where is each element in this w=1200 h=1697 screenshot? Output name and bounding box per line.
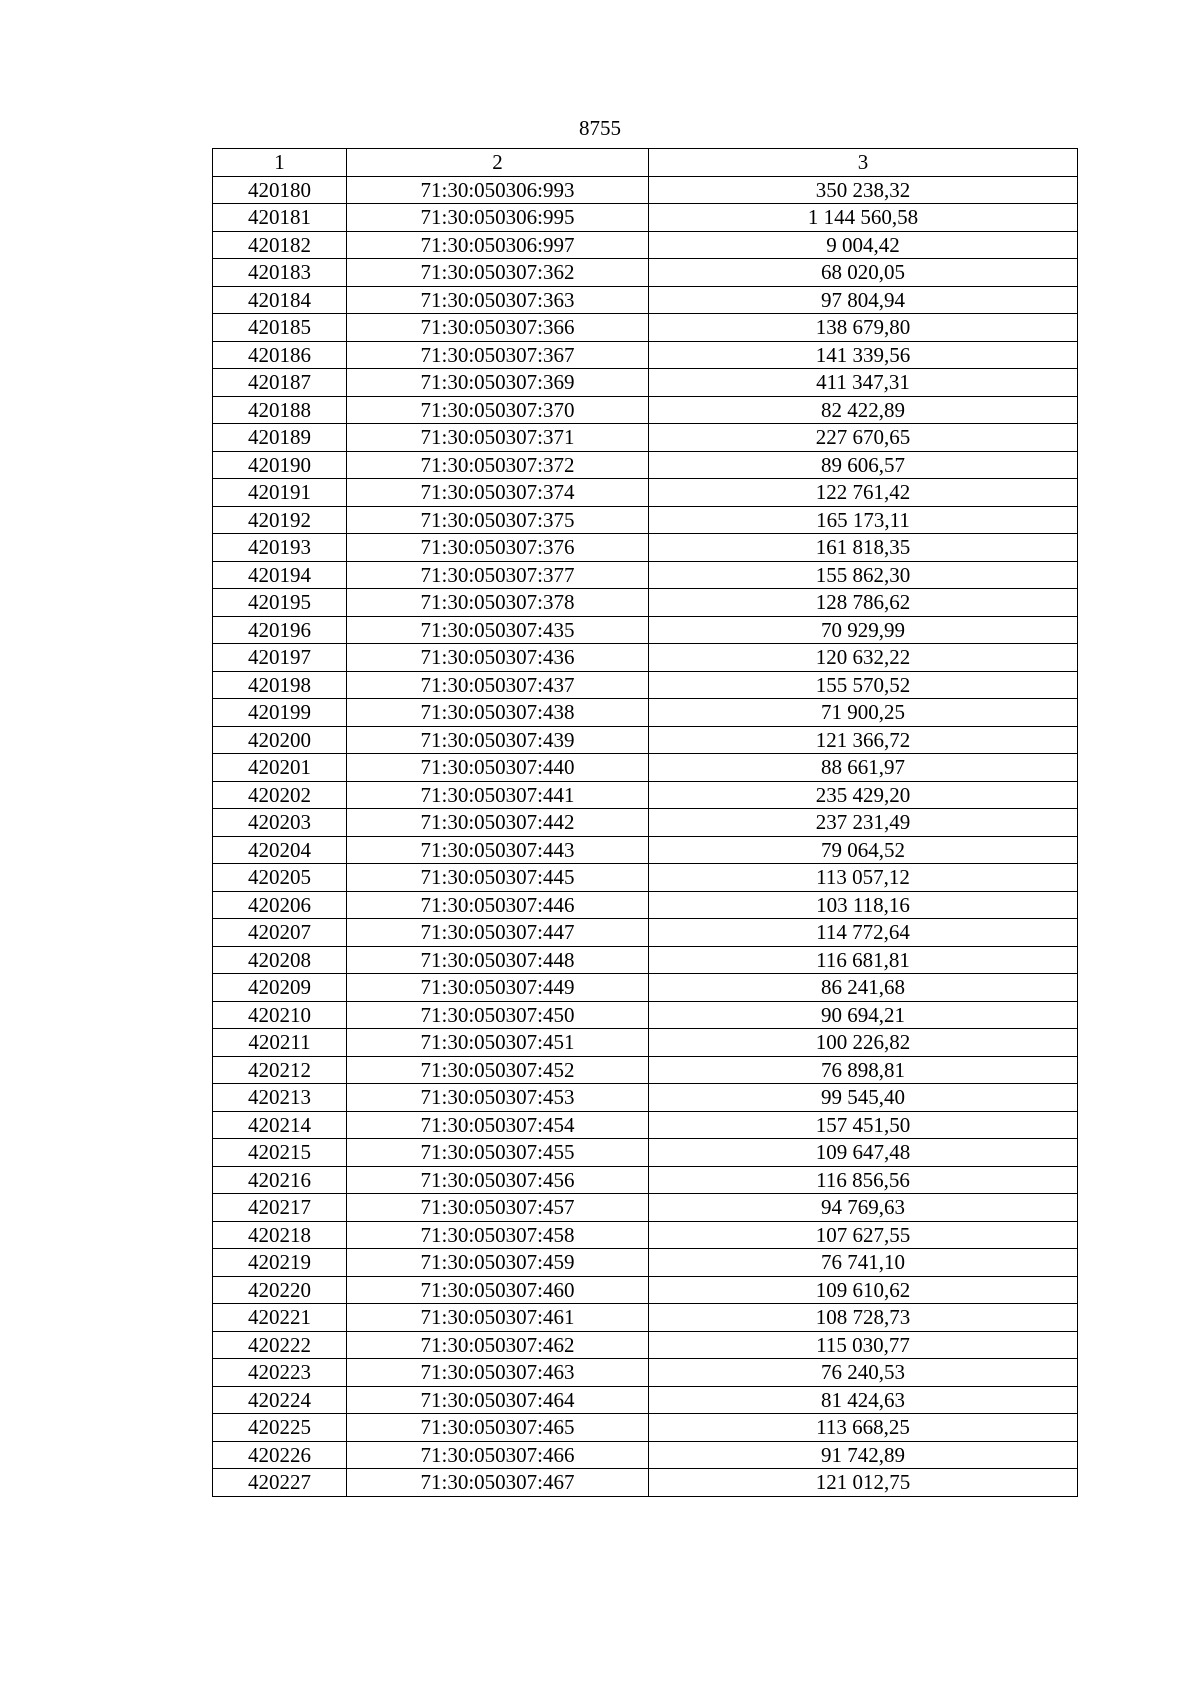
value-cell: 107 627,55 xyxy=(649,1221,1078,1249)
value-cell: 237 231,49 xyxy=(649,809,1078,837)
row-number-cell: 420219 xyxy=(213,1249,347,1277)
cadastral-number-cell: 71:30:050307:447 xyxy=(347,919,649,947)
cadastral-number-cell: 71:30:050307:362 xyxy=(347,259,649,287)
cadastral-number-cell: 71:30:050307:439 xyxy=(347,726,649,754)
row-number-cell: 420202 xyxy=(213,781,347,809)
row-number-cell: 420221 xyxy=(213,1304,347,1332)
row-number-cell: 420204 xyxy=(213,836,347,864)
value-cell: 91 742,89 xyxy=(649,1441,1078,1469)
row-number-cell: 420194 xyxy=(213,561,347,589)
table-row xyxy=(213,836,1078,864)
table-row xyxy=(213,1304,1078,1332)
cadastral-number-cell: 71:30:050307:371 xyxy=(347,424,649,452)
table-row xyxy=(213,176,1078,204)
value-cell: 9 004,42 xyxy=(649,231,1078,259)
cadastral-number-cell: 71:30:050307:450 xyxy=(347,1001,649,1029)
table-row xyxy=(213,864,1078,892)
value-cell: 114 772,64 xyxy=(649,919,1078,947)
value-cell: 109 647,48 xyxy=(649,1139,1078,1167)
table-row xyxy=(213,1001,1078,1029)
row-number-cell: 420189 xyxy=(213,424,347,452)
cadastral-number-cell: 71:30:050307:440 xyxy=(347,754,649,782)
value-cell: 138 679,80 xyxy=(649,314,1078,342)
value-cell: 103 118,16 xyxy=(649,891,1078,919)
cadastral-number-cell: 71:30:050307:374 xyxy=(347,479,649,507)
row-number-cell: 420186 xyxy=(213,341,347,369)
table-row xyxy=(213,424,1078,452)
row-number-cell: 420209 xyxy=(213,974,347,1002)
cadastral-number-cell: 71:30:050306:997 xyxy=(347,231,649,259)
cadastral-number-cell: 71:30:050307:463 xyxy=(347,1359,649,1387)
row-number-cell: 420213 xyxy=(213,1084,347,1112)
row-number-cell: 420223 xyxy=(213,1359,347,1387)
cadastral-number-cell: 71:30:050307:448 xyxy=(347,946,649,974)
table-row xyxy=(213,809,1078,837)
table-row xyxy=(213,259,1078,287)
row-number-cell: 420182 xyxy=(213,231,347,259)
cadastral-number-cell: 71:30:050306:995 xyxy=(347,204,649,232)
value-cell: 113 668,25 xyxy=(649,1414,1078,1442)
value-cell: 76 898,81 xyxy=(649,1056,1078,1084)
value-cell: 100 226,82 xyxy=(649,1029,1078,1057)
cadastral-number-cell: 71:30:050307:452 xyxy=(347,1056,649,1084)
header-col-3: 3 xyxy=(649,149,1078,177)
cadastral-number-cell: 71:30:050306:993 xyxy=(347,176,649,204)
table-row xyxy=(213,1414,1078,1442)
cadastral-number-cell: 71:30:050307:370 xyxy=(347,396,649,424)
table-row xyxy=(213,1276,1078,1304)
row-number-cell: 420203 xyxy=(213,809,347,837)
cadastral-number-cell: 71:30:050307:465 xyxy=(347,1414,649,1442)
table-row xyxy=(213,286,1078,314)
row-number-cell: 420198 xyxy=(213,671,347,699)
value-cell: 350 238,32 xyxy=(649,176,1078,204)
value-cell: 121 012,75 xyxy=(649,1469,1078,1497)
cadastral-number-cell: 71:30:050307:461 xyxy=(347,1304,649,1332)
row-number-cell: 420191 xyxy=(213,479,347,507)
row-number-cell: 420215 xyxy=(213,1139,347,1167)
cadastral-number-cell: 71:30:050307:442 xyxy=(347,809,649,837)
cadastral-number-cell: 71:30:050307:363 xyxy=(347,286,649,314)
row-number-cell: 420183 xyxy=(213,259,347,287)
value-cell: 161 818,35 xyxy=(649,534,1078,562)
value-cell: 121 366,72 xyxy=(649,726,1078,754)
table-header xyxy=(213,149,1078,177)
table-row xyxy=(213,644,1078,672)
row-number-cell: 420205 xyxy=(213,864,347,892)
value-cell: 116 681,81 xyxy=(649,946,1078,974)
table-row xyxy=(213,369,1078,397)
cadastral-number-cell: 71:30:050307:435 xyxy=(347,616,649,644)
cadastral-number-cell: 71:30:050307:451 xyxy=(347,1029,649,1057)
row-number-cell: 420200 xyxy=(213,726,347,754)
table-row xyxy=(213,1469,1078,1497)
cadastral-number-cell: 71:30:050307:466 xyxy=(347,1441,649,1469)
table-row xyxy=(213,561,1078,589)
cadastral-number-cell: 71:30:050307:457 xyxy=(347,1194,649,1222)
table-row xyxy=(213,1386,1078,1414)
table-row xyxy=(213,1249,1078,1277)
value-cell: 94 769,63 xyxy=(649,1194,1078,1222)
value-cell: 122 761,42 xyxy=(649,479,1078,507)
value-cell: 155 570,52 xyxy=(649,671,1078,699)
value-cell: 155 862,30 xyxy=(649,561,1078,589)
table-row xyxy=(213,919,1078,947)
row-number-cell: 420214 xyxy=(213,1111,347,1139)
cadastral-number-cell: 71:30:050307:464 xyxy=(347,1386,649,1414)
cadastral-number-cell: 71:30:050307:441 xyxy=(347,781,649,809)
row-number-cell: 420181 xyxy=(213,204,347,232)
value-cell: 99 545,40 xyxy=(649,1084,1078,1112)
value-cell: 120 632,22 xyxy=(649,644,1078,672)
value-cell: 81 424,63 xyxy=(649,1386,1078,1414)
row-number-cell: 420226 xyxy=(213,1441,347,1469)
value-cell: 411 347,31 xyxy=(649,369,1078,397)
table-row xyxy=(213,1111,1078,1139)
row-number-cell: 420206 xyxy=(213,891,347,919)
table-row xyxy=(213,231,1078,259)
cadastral-number-cell: 71:30:050307:458 xyxy=(347,1221,649,1249)
row-number-cell: 420190 xyxy=(213,451,347,479)
row-number-cell: 420227 xyxy=(213,1469,347,1497)
cadastral-number-cell: 71:30:050307:369 xyxy=(347,369,649,397)
table-row xyxy=(213,891,1078,919)
value-cell: 108 728,73 xyxy=(649,1304,1078,1332)
row-number-cell: 420192 xyxy=(213,506,347,534)
row-number-cell: 420187 xyxy=(213,369,347,397)
table-row xyxy=(213,754,1078,782)
cadastral-number-cell: 71:30:050307:460 xyxy=(347,1276,649,1304)
table-row xyxy=(213,1194,1078,1222)
row-number-cell: 420225 xyxy=(213,1414,347,1442)
table-row xyxy=(213,396,1078,424)
value-cell: 90 694,21 xyxy=(649,1001,1078,1029)
row-number-cell: 420188 xyxy=(213,396,347,424)
cadastral-number-cell: 71:30:050307:438 xyxy=(347,699,649,727)
table-row xyxy=(213,1029,1078,1057)
cadastral-number-cell: 71:30:050307:455 xyxy=(347,1139,649,1167)
table-row xyxy=(213,1441,1078,1469)
cadastral-number-cell: 71:30:050307:436 xyxy=(347,644,649,672)
cadastral-number-cell: 71:30:050307:372 xyxy=(347,451,649,479)
row-number-cell: 420195 xyxy=(213,589,347,617)
row-number-cell: 420199 xyxy=(213,699,347,727)
table-row xyxy=(213,1221,1078,1249)
cadastral-number-cell: 71:30:050307:467 xyxy=(347,1469,649,1497)
value-cell: 227 670,65 xyxy=(649,424,1078,452)
cadastral-number-cell: 71:30:050307:459 xyxy=(347,1249,649,1277)
table-row xyxy=(213,341,1078,369)
table-row xyxy=(213,671,1078,699)
value-cell: 70 929,99 xyxy=(649,616,1078,644)
value-cell: 88 661,97 xyxy=(649,754,1078,782)
value-cell: 76 741,10 xyxy=(649,1249,1078,1277)
row-number-cell: 420184 xyxy=(213,286,347,314)
value-cell: 86 241,68 xyxy=(649,974,1078,1002)
value-cell: 97 804,94 xyxy=(649,286,1078,314)
table-row xyxy=(213,1166,1078,1194)
value-cell: 128 786,62 xyxy=(649,589,1078,617)
value-cell: 235 429,20 xyxy=(649,781,1078,809)
row-number-cell: 420193 xyxy=(213,534,347,562)
row-number-cell: 420196 xyxy=(213,616,347,644)
cadastral-number-cell: 71:30:050307:462 xyxy=(347,1331,649,1359)
value-cell: 82 422,89 xyxy=(649,396,1078,424)
row-number-cell: 420216 xyxy=(213,1166,347,1194)
row-number-cell: 420222 xyxy=(213,1331,347,1359)
table-row xyxy=(213,506,1078,534)
table-row xyxy=(213,1056,1078,1084)
page-number: 8755 xyxy=(579,116,621,140)
cadastral-number-cell: 71:30:050307:437 xyxy=(347,671,649,699)
row-number-cell: 420208 xyxy=(213,946,347,974)
row-number-cell: 420218 xyxy=(213,1221,347,1249)
value-cell: 68 020,05 xyxy=(649,259,1078,287)
header-row xyxy=(213,149,1078,177)
row-number-cell: 420185 xyxy=(213,314,347,342)
cadastral-number-cell: 71:30:050307:378 xyxy=(347,589,649,617)
row-number-cell: 420180 xyxy=(213,176,347,204)
table-row xyxy=(213,726,1078,754)
table-row xyxy=(213,534,1078,562)
cadastral-number-cell: 71:30:050307:377 xyxy=(347,561,649,589)
table-row xyxy=(213,451,1078,479)
cadastral-number-cell: 71:30:050307:445 xyxy=(347,864,649,892)
row-number-cell: 420207 xyxy=(213,919,347,947)
cadastral-number-cell: 71:30:050307:456 xyxy=(347,1166,649,1194)
cadastral-number-cell: 71:30:050307:366 xyxy=(347,314,649,342)
table-row xyxy=(213,204,1078,232)
value-cell: 89 606,57 xyxy=(649,451,1078,479)
cadastral-number-cell: 71:30:050307:443 xyxy=(347,836,649,864)
value-cell: 115 030,77 xyxy=(649,1331,1078,1359)
table-body xyxy=(213,176,1078,1496)
value-cell: 157 451,50 xyxy=(649,1111,1078,1139)
cadastral-number-cell: 71:30:050307:375 xyxy=(347,506,649,534)
row-number-cell: 420211 xyxy=(213,1029,347,1057)
row-number-cell: 420212 xyxy=(213,1056,347,1084)
table-row xyxy=(213,974,1078,1002)
value-cell: 71 900,25 xyxy=(649,699,1078,727)
value-cell: 113 057,12 xyxy=(649,864,1078,892)
table-row xyxy=(213,1359,1078,1387)
cadastral-number-cell: 71:30:050307:454 xyxy=(347,1111,649,1139)
cadastral-number-cell: 71:30:050307:446 xyxy=(347,891,649,919)
value-cell: 1 144 560,58 xyxy=(649,204,1078,232)
data-table xyxy=(212,148,1078,1497)
value-cell: 79 064,52 xyxy=(649,836,1078,864)
table-row xyxy=(213,1139,1078,1167)
row-number-cell: 420220 xyxy=(213,1276,347,1304)
table-row xyxy=(213,699,1078,727)
row-number-cell: 420197 xyxy=(213,644,347,672)
row-number-cell: 420217 xyxy=(213,1194,347,1222)
value-cell: 109 610,62 xyxy=(649,1276,1078,1304)
cadastral-number-cell: 71:30:050307:453 xyxy=(347,1084,649,1112)
value-cell: 141 339,56 xyxy=(649,341,1078,369)
table-row xyxy=(213,589,1078,617)
header-col-2: 2 xyxy=(347,149,649,177)
table-row xyxy=(213,314,1078,342)
row-number-cell: 420210 xyxy=(213,1001,347,1029)
table-row xyxy=(213,781,1078,809)
cadastral-number-cell: 71:30:050307:376 xyxy=(347,534,649,562)
table-row xyxy=(213,1331,1078,1359)
value-cell: 116 856,56 xyxy=(649,1166,1078,1194)
value-cell: 165 173,11 xyxy=(649,506,1078,534)
row-number-cell: 420224 xyxy=(213,1386,347,1414)
header-col-1: 1 xyxy=(213,149,347,177)
value-cell: 76 240,53 xyxy=(649,1359,1078,1387)
table-row xyxy=(213,946,1078,974)
cadastral-number-cell: 71:30:050307:367 xyxy=(347,341,649,369)
table-row xyxy=(213,616,1078,644)
row-number-cell: 420201 xyxy=(213,754,347,782)
table-row xyxy=(213,479,1078,507)
table-row xyxy=(213,1084,1078,1112)
cadastral-number-cell: 71:30:050307:449 xyxy=(347,974,649,1002)
